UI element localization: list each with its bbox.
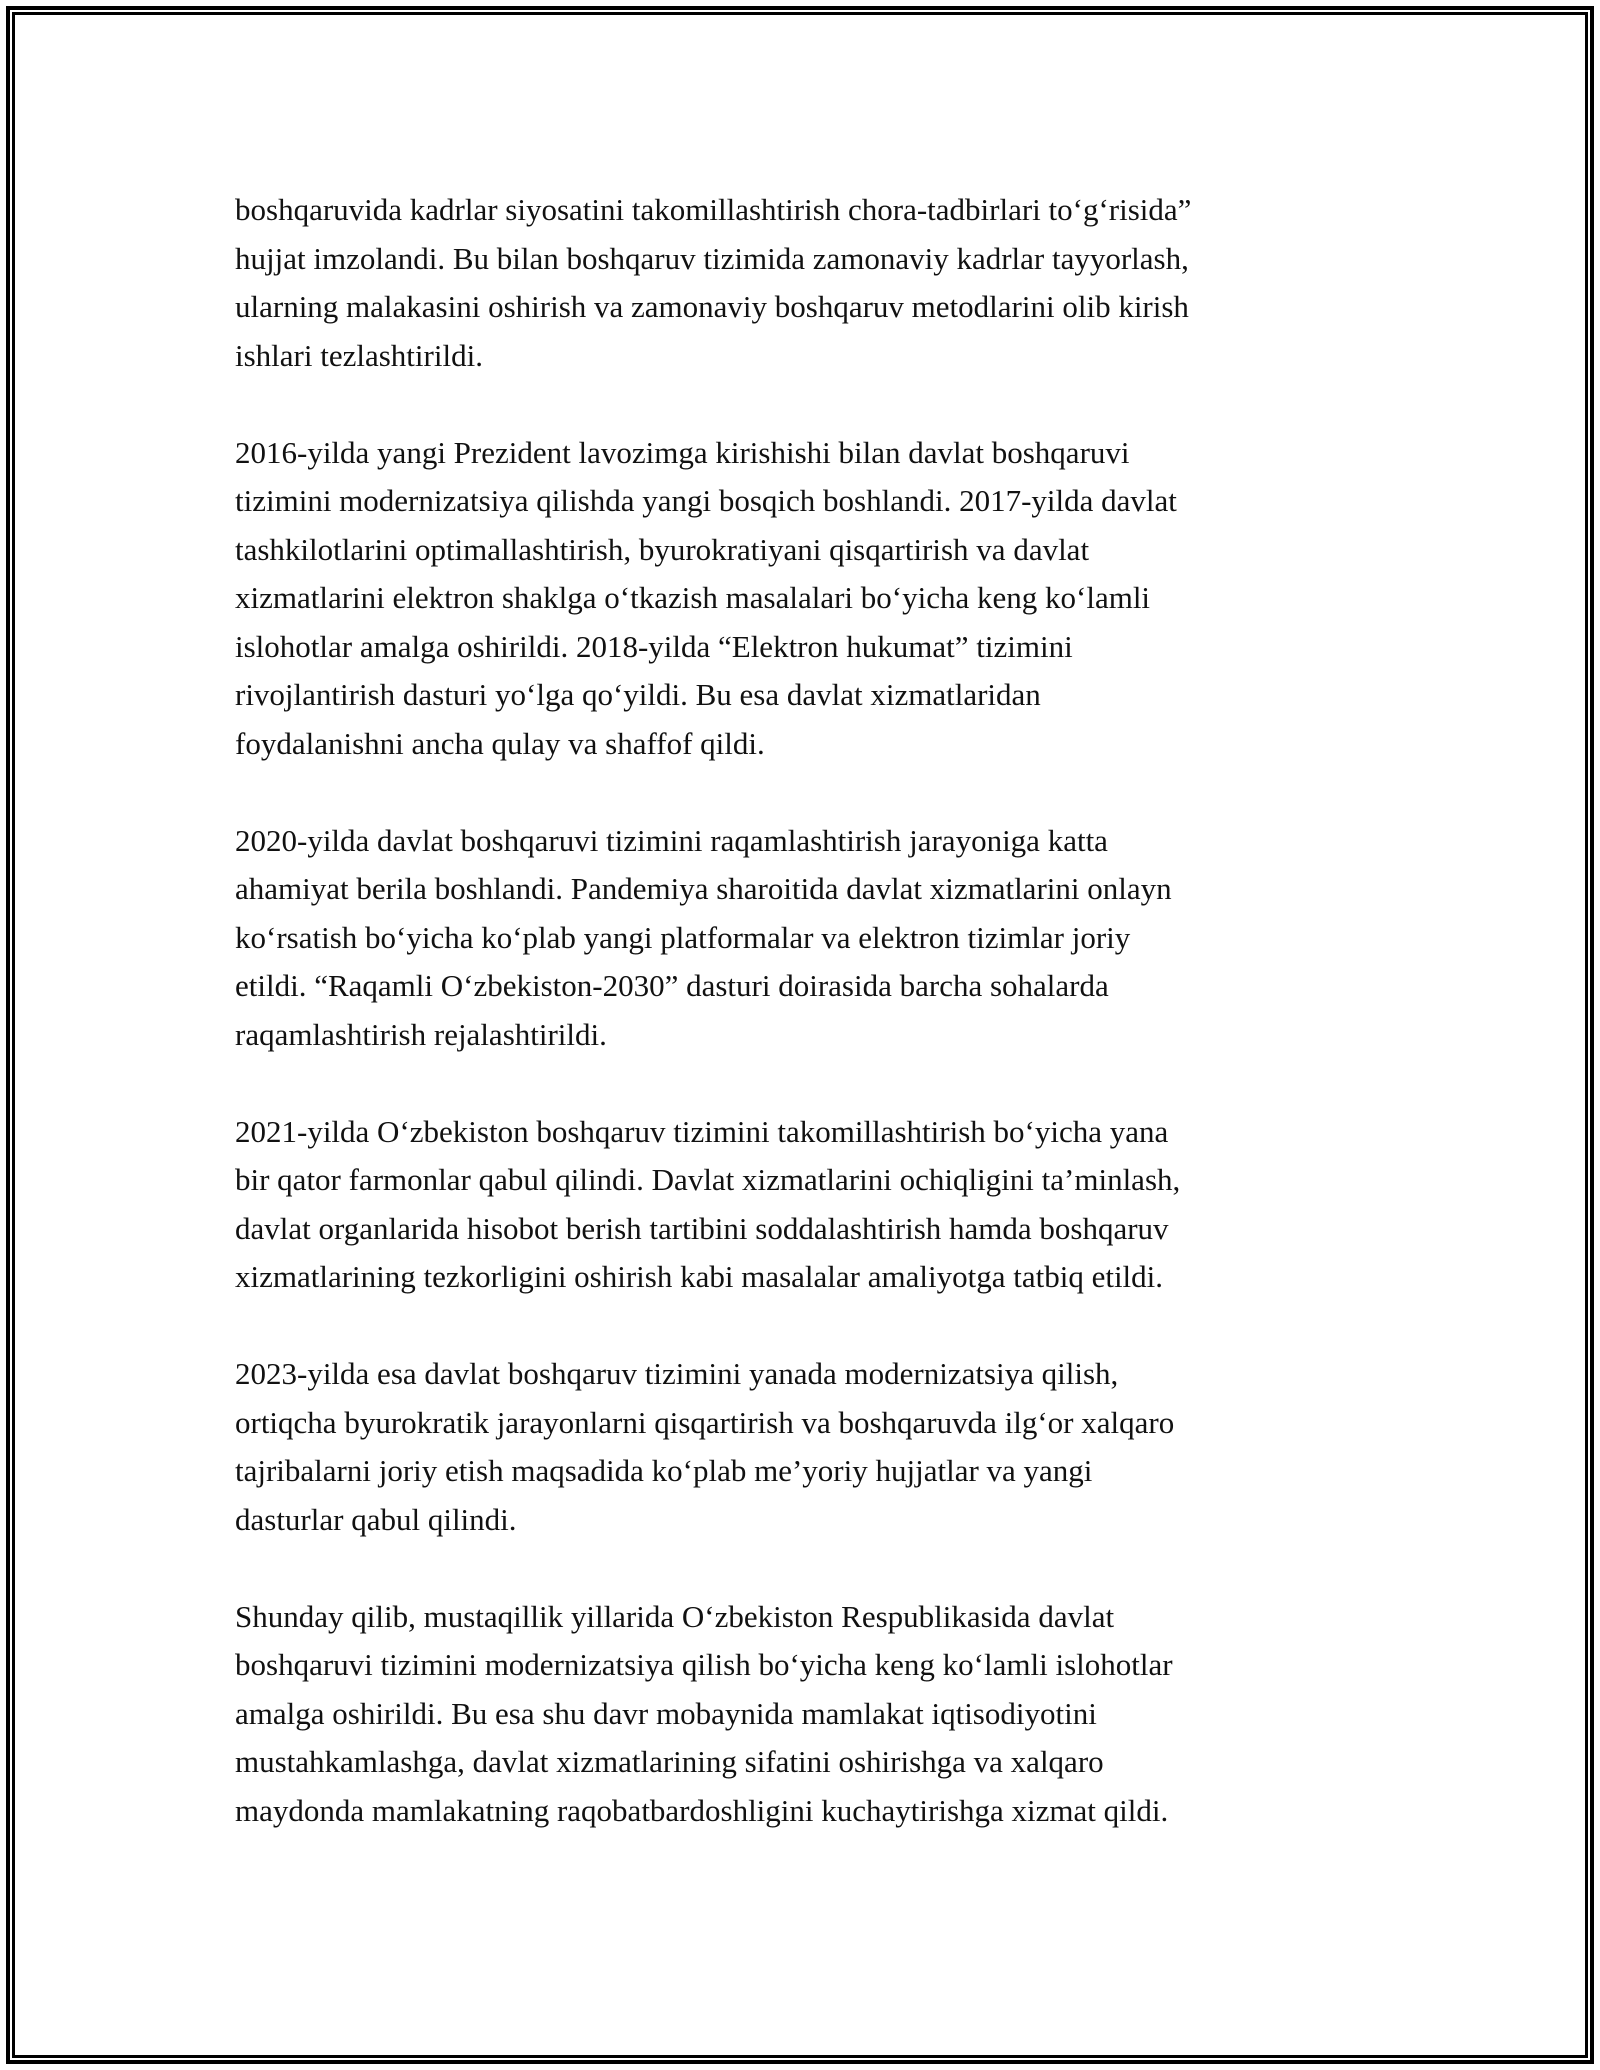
paragraph-kadrlar-siyosati: boshqaruvida kadrlar siyosatini takomillashtirish chora-tadbirlari to‘g‘risida” hujjat imzolandi. Bu bilan boshqaruv tizimida zamonaviy kadrlar tayyorlash, ularning malakasini oshirish va zamonaviy boshqaruv metodlarini olib kirish ishlari tezlashtirildi. (235, 192, 1192, 373)
paragraph-2021-decrees: 2021-yilda O‘zbekiston boshqaruv tizimini takomillashtirish bo‘yicha yana bir qator farmonlar qabul qilindi. Davlat xizmatlarini ochiqligini ta’minlash, davlat organlarida hisobot berish tartibini soddalashtirish hamda boshqaruv xizmatlarining tezkorligini oshirish kabi masalalar amaliyotga tatbiq etildi. (235, 1113, 1181, 1294)
document-body (235, 186, 1385, 1835)
paragraph-2016-2018-reforms: 2016-yilda yangi Prezident lavozimga kirishishi bilan davlat boshqaruvi tizimini modernizatsiya qilishda yangi bosqich boshlandi. 2017-yilda davlat tashkilotlarini optimallashtirish, byurokratiyani qisqartirish va davlat xizmatlarini elektron shaklga o‘tkazish masalalari bo‘yicha keng ko‘lamli islohotlar amalga oshirildi. 2018-yilda “Elektron hukumat” tizimini rivojlantirish dasturi yo‘lga qo‘yildi. Bu esa davlat xizmatlaridan foydalanishni ancha qulay va shaffof qildi. (235, 434, 1177, 761)
paragraph-2023-modernization: 2023-yilda esa davlat boshqaruv tizimini yanada modernizatsiya qilish, ortiqcha byurokratik jarayonlarni qisqartirish va boshqaruvda ilg‘or xalqaro tajribalarni joriy etish maqsadida ko‘plab me’yoriy hujjatlar va yangi dasturlar qabul qilindi. (235, 1356, 1175, 1537)
paragraph-2020-digitalization: 2020-yilda davlat boshqaruvi tizimini raqamlashtirish jarayoniga katta ahamiyat berila boshlandi. Pandemiya sharoitida davlat xizmatlarini onlayn ko‘rsatish bo‘yicha ko‘plab yangi platformalar va elektron tizimlar joriy etildi. “Raqamli O‘zbekiston-2030” dasturi doirasida barcha sohalarda raqamlashtirish rejalashtirildi. (235, 822, 1172, 1052)
paragraph-conclusion: Shunday qilib, mustaqillik yillarida O‘zbekiston Respublikasida davlat boshqaruvi tizimini modernizatsiya qilish bo‘yicha keng ko‘lamli islohotlar amalga oshirildi. Bu esa shu davr mobaynida mamlakat iqtisodiyotini mustahkamlashga, davlat xizmatlarining sifatini oshirishga va xalqaro maydonda mamlakatning raqobatbardoshligini kuchaytirishga xizmat qildi. (235, 1598, 1173, 1828)
